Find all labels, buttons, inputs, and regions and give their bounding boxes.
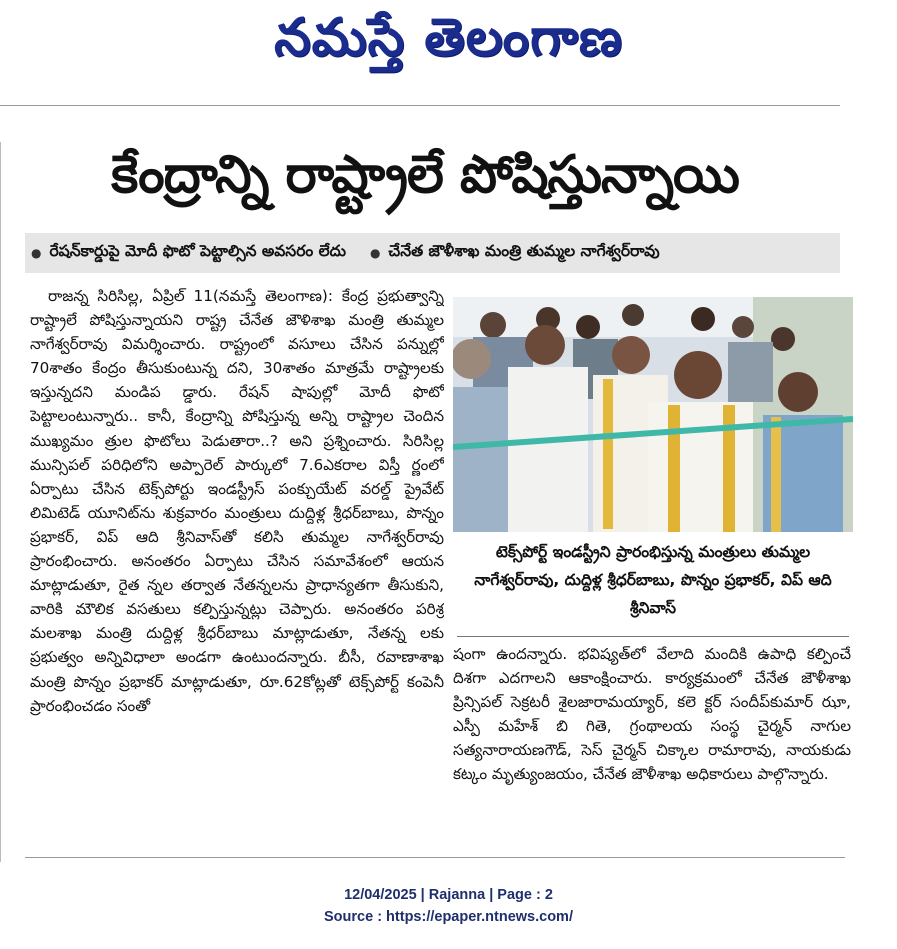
caption-divider [457,636,849,637]
footer-source: Source : https://epaper.ntnews.com/ [324,909,573,925]
article-paragraph: రాజన్న సిరిసిల్ల, ఏప్రిల్ 11(నమస్తే తెలంగాణ): కేంద్ర ప్రభుత్వాన్ని రాష్ట్రాలే పోషిస్తున్నాయని రాష్ట్ర చేనేత జౌళిశాఖ మంత్రి తుమ్మల నాగేశ్వర్‌రావు విమర్శించారు. రాష్ట్రంలో వసూలు చేసిన పన్నుల్లో 70శాతం కేంద్రం తీసుకుంటున్న దని, 30శాతం మాత్రమే రాష్ట్రాలకు ఇస్తున్నదని మండిప డ్డారు. రేషన్ షాపుల్లో మోదీ ఫొటో పెట్టాలంటున్నారు.. కానీ, కేంద్రాన్ని పోషిస్తున్న అన్ని రాష్ట్రాల చెందిన ముఖ్యమం త్రుల ఫొటోలు పెడుతారా..? అని ప్రశ్నించారు. సిరిసిల్ల మున్సిపల్ పరిధిలోని అప్పారెల్ పార్కులో 7.6ఎకరాల విస్తీ ర్ణంలో ఏర్పాటు చేసిన టెక్స్‌పోర్టు ఇండస్ట్రీస్ పంక్చుయేట్ వరల్డ్ ప్రైవేట్ లిమిటెడ్ యూనిట్‌ను శుక్రవారం మంత్రులు దుద్దిళ్ల శ్రీధర్‌బాబు, పొన్నం ప్రభాకర్, విప్ ఆది శ్రీనివాస్‌తో కలిసి తుమ్మల నాగేశ్వర్‌రావు ప్రారంభించారు. అనంతరం ఏర్పాటు చేసిన సమావేశంలో ఆయన మాట్లాడుతూ, రైత న్నల తర్వాత నేతన్నలను ప్రాధాన్యతగా తీసుకుని, వారికి మౌలిక వసతులు కల్పిస్తున్నట్లు చెప్పారు. అనంతరం పరిశ్ర మలశాఖ మంత్రి దుద్దిళ్ల శ్రీధర్‌బాబు మాట్లాడుతూ, నేతన్న లకు ప్రభుత్వం అన్నివిధాలా అండగా ఉంటుందన్నారు. బీసీ, రవాణాశాఖ మంత్రి పొన్నం ప్రభాకర్ మాట్లాడుతూ, రూ.62కోట్లతో టెక్స్‌పోర్ట్ కంపెనీ ప్రారంభించడం సంతో [30,287,444,715]
bullet-icon: ● [31,246,42,260]
article-headline: కేంద్రాన్ని రాష్ట్రాలే పోషిస్తున్నాయి [111,145,739,205]
page-footer [0,884,897,928]
bullet-icon: ● [369,246,381,260]
footer-date-edition-page: 12/04/2025 | Rajanna | Page : 2 [344,887,553,903]
top-divider [0,105,840,106]
article-paragraph: షంగా ఉందన్నారు. భవిష్యత్‌లో వేలాది మందికి ఉపాధి కల్పించే దిశగా ఎదగాలని ఆకాంక్షించారు. కార్యక్రమంలో చేనేత జౌళీశాఖ ప్రిన్సిపల్ సెక్రటరీ శైలజారామయ్యార్, కలె క్టర్ సందీప్‌కుమార్ ఝా, ఎస్పీ మహేశ్ బి గితె, గ్రంథాలయ సంస్థ చైర్మన్ నాగుల సత్యనారాయణగౌడ్, సెస్ చైర్మన్ చిక్కాల రామారావు, నాయకుడు కట్కం మృత్యుంజయం, చేనేత జౌళీశాఖ అధికారులు పాల్గొన్నారు. [453,645,851,784]
article-body-left-column [30,284,444,844]
newspaper-logo: నమస్తే తెలంగాణ [274,8,623,68]
photo-caption: టెక్స్‌పోర్ట్ ఇండస్ట్రీని ప్రారంభిస్తున్న మంత్రులు తుమ్మల నాగేశ్వర్‌రావు, దుద్దిళ్ల శ్రీధర్‌బాబు, పొన్నం ప్రభాకర్, విప్ ఆది శ్రీనివాస్ [474,543,832,617]
ribbon-cutting-photo [453,297,853,532]
subheadline-1: ● రేషన్‌కార్డుపై మోదీ ఫొటో పెట్టాల్సిన అవసరం లేదు [31,242,346,260]
left-divider [0,142,1,862]
bottom-divider [25,857,845,858]
article-body-right-column [453,642,851,842]
newspaper-masthead [0,0,897,78]
article-photo [453,297,853,532]
subheadline-bar [25,233,840,273]
subheadline-2: ● చేనేత జౌళీశాఖ మంత్రి తుమ్మల నాగేశ్వర్‌రావు [369,242,660,260]
